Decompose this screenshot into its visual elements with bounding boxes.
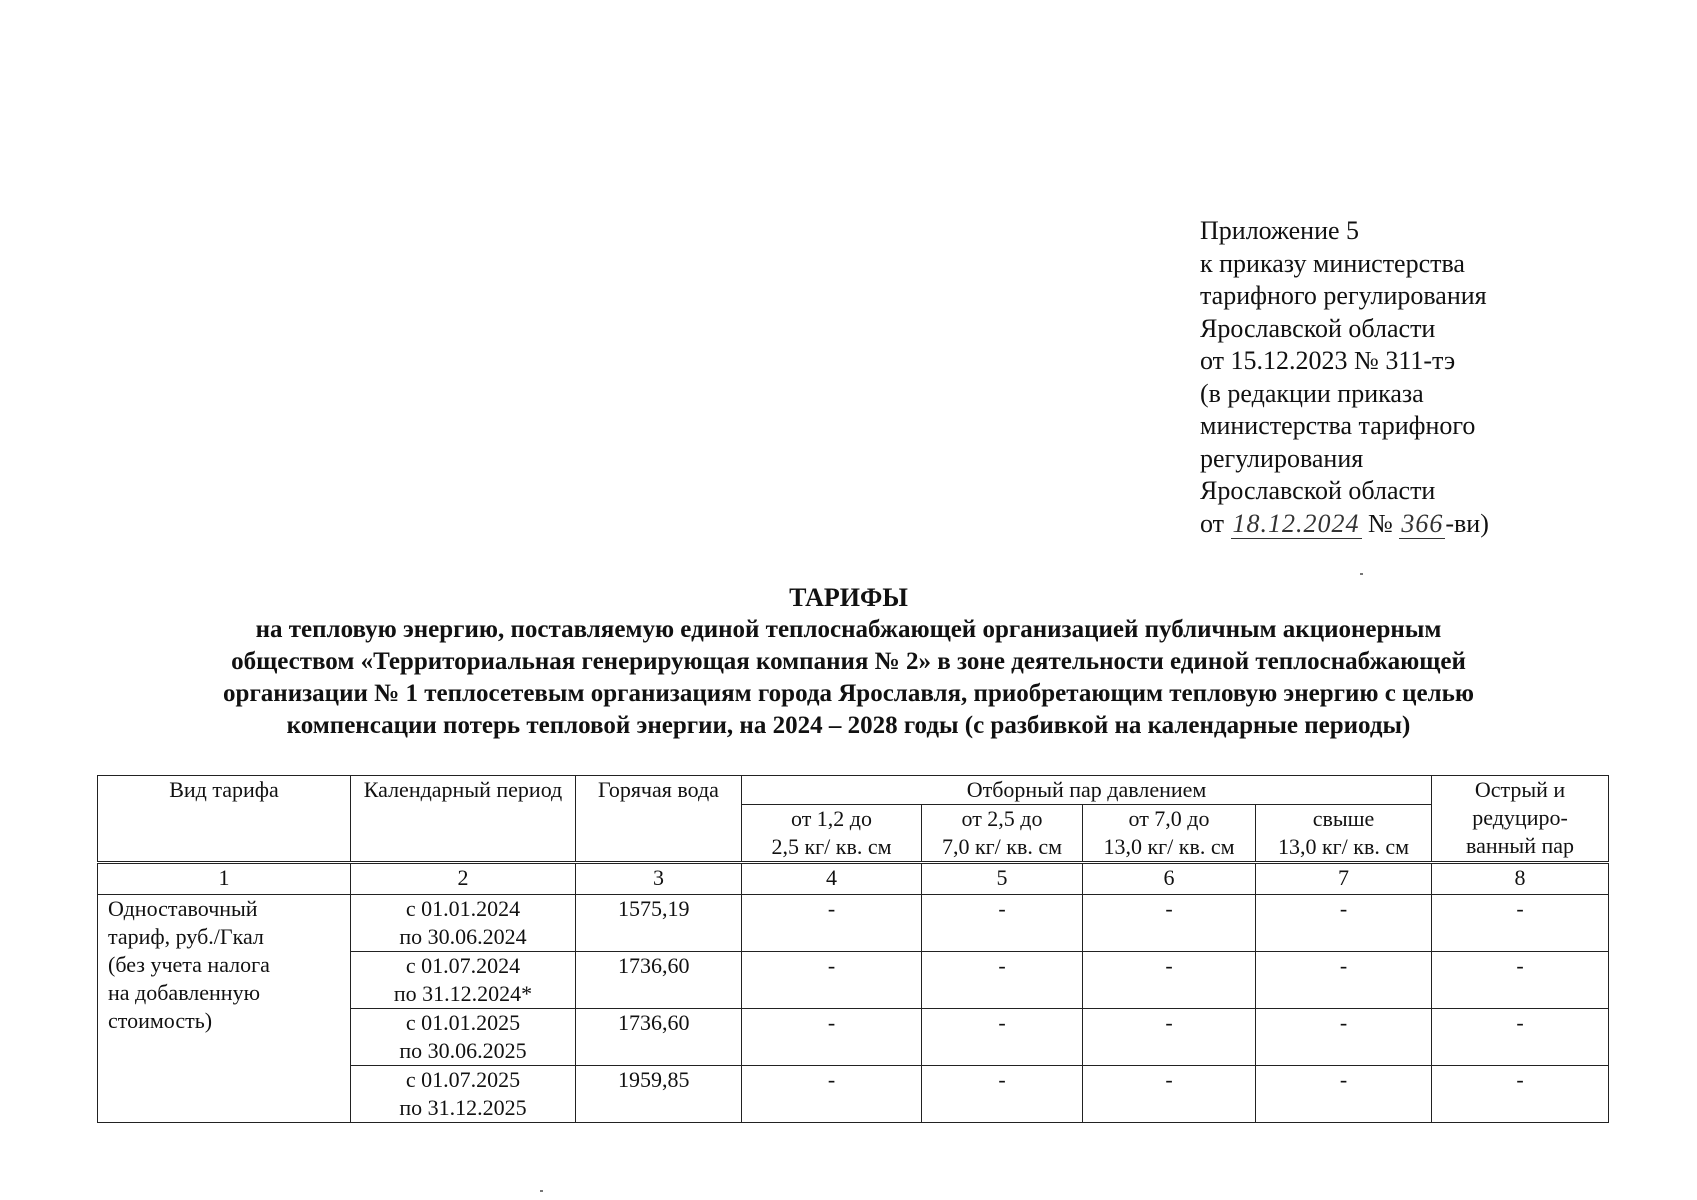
column-number-row <box>98 863 1609 895</box>
header-text: 7,0 кг/ кв. см <box>941 834 1063 859</box>
title-line: организации № 1 теплосетевым организациям города Ярославля, приобретающим тепловую энергию с целью <box>223 680 1474 707</box>
header-text: 2,5 кг/ кв. см <box>771 834 892 859</box>
steam-value: - <box>1256 1009 1432 1066</box>
header-hot-water: Горячая вода <box>576 776 742 863</box>
scan-speck <box>540 1190 543 1192</box>
steam-value: - <box>922 1009 1083 1066</box>
tariff-table <box>97 775 1609 1123</box>
tariff-label-line: стоимость) <box>108 1008 213 1033</box>
steam-value: - <box>1256 1066 1432 1123</box>
header-steam-2 <box>922 805 1083 863</box>
column-number: 6 <box>1083 863 1256 895</box>
appendix-line: Ярославской области <box>1200 476 1436 505</box>
tariff-type-cell <box>98 895 351 1123</box>
header-sharp-steam <box>1432 776 1609 863</box>
steam-value: - <box>1256 952 1432 1009</box>
steam-value: - <box>1256 895 1432 952</box>
amendment-date-line <box>1200 508 1489 541</box>
period-cell <box>351 1009 576 1066</box>
header-text: от 1,2 до <box>790 806 873 831</box>
steam-value: - <box>922 952 1083 1009</box>
header-text: 13,0 кг/ кв. см <box>1277 834 1410 859</box>
appendix-line: Ярославской области <box>1200 313 1436 343</box>
period-cell <box>351 1066 576 1123</box>
number-sign: № <box>1368 508 1393 538</box>
steam-value: - <box>1083 895 1256 952</box>
period-cell <box>351 952 576 1009</box>
header-text: от 2,5 до <box>961 806 1043 831</box>
header-steam-4 <box>1256 805 1432 863</box>
header-text: ванный пар <box>1466 833 1575 858</box>
period-cell <box>351 895 576 952</box>
header-steam-group: Отборный пар давлением <box>742 776 1432 805</box>
header-steam-3 <box>1083 805 1256 863</box>
table-row <box>98 895 1609 952</box>
amendment-suffix: -ви) <box>1445 508 1489 538</box>
period-end: по 30.06.2025 <box>399 1038 527 1063</box>
sharp-steam-value: - <box>1432 952 1609 1009</box>
steam-value: - <box>1083 1066 1256 1123</box>
steam-value: - <box>742 1066 922 1123</box>
tariff-label-line: на добавленную <box>108 980 261 1005</box>
period-start: с 01.07.2024 <box>405 953 521 978</box>
title-line: на тепловую энергию, поставляемую единой теплоснабжающей организацией публичным акционерным <box>255 616 1442 643</box>
tariff-label-line: тариф, руб./Гкал <box>108 924 264 949</box>
column-number: 3 <box>576 863 742 895</box>
appendix-line: Приложение 5 <box>1200 216 1360 245</box>
period-start: с 01.07.2025 <box>405 1067 521 1092</box>
column-number: 5 <box>922 863 1083 895</box>
period-start: с 01.01.2024 <box>405 896 521 921</box>
hot-water-value: 1736,60 <box>576 952 742 1009</box>
tariff-label-line: Одноставочный <box>108 896 258 921</box>
appendix-line: (в редакции приказа <box>1200 378 1424 408</box>
header-steam-1 <box>742 805 922 863</box>
steam-value: - <box>922 1066 1083 1123</box>
column-number: 2 <box>351 863 576 895</box>
sharp-steam-value: - <box>1432 895 1609 952</box>
steam-value: - <box>742 895 922 952</box>
period-end: по 31.12.2024* <box>393 981 533 1006</box>
title-line: компенсации потерь тепловой энергии, на 2024 – 2028 годы (с разбивкой на календарные периоды) <box>286 712 1411 739</box>
title-line: обществом «Территориальная генерирующая компания № 2» в зоне деятельности единой теплоснабжающей <box>231 648 1466 675</box>
header-period: Календарный период <box>351 776 576 863</box>
column-number: 7 <box>1256 863 1432 895</box>
title-heading: ТАРИФЫ <box>789 583 908 612</box>
appendix-line: к приказу министерства <box>1200 248 1465 278</box>
header-text: от 7,0 до <box>1128 806 1210 831</box>
header-text: редуциро- <box>1472 805 1568 830</box>
header-text: 13,0 кг/ кв. см <box>1103 834 1235 859</box>
handwritten-date: 18.12.2024 <box>1232 508 1360 538</box>
steam-value: - <box>1083 1009 1256 1066</box>
steam-value: - <box>1083 952 1256 1009</box>
document-title <box>0 582 1697 742</box>
tariff-label-line: (без учета налога <box>108 952 270 977</box>
hot-water-value: 1959,85 <box>576 1066 742 1123</box>
scan-speck <box>1360 573 1363 575</box>
column-number: 4 <box>742 863 922 895</box>
appendix-reference <box>1200 215 1489 540</box>
steam-value: - <box>742 952 922 1009</box>
hot-water-value: 1736,60 <box>576 1009 742 1066</box>
hot-water-value: 1575,19 <box>576 895 742 952</box>
header-text: Острый и <box>1474 777 1566 802</box>
steam-value: - <box>922 895 1083 952</box>
appendix-line: тарифного регулирования <box>1200 281 1487 310</box>
header-tariff-type: Вид тарифа <box>98 776 351 863</box>
period-end: по 31.12.2025 <box>399 1095 527 1120</box>
header-text: свыше <box>1312 806 1375 831</box>
appendix-line: от 15.12.2023 № 311-тэ <box>1200 346 1456 375</box>
steam-value: - <box>742 1009 922 1066</box>
handwritten-number: 366 <box>1401 508 1444 538</box>
column-number: 1 <box>98 863 351 895</box>
sharp-steam-value: - <box>1432 1066 1609 1123</box>
column-number: 8 <box>1432 863 1609 895</box>
header-row <box>98 776 1609 805</box>
amendment-prefix: от <box>1200 508 1225 538</box>
sharp-steam-value: - <box>1432 1009 1609 1066</box>
period-start: с 01.01.2025 <box>405 1010 521 1035</box>
appendix-line: министерства тарифного <box>1200 411 1476 440</box>
period-end: по 30.06.2024 <box>399 924 527 949</box>
appendix-line: регулирования <box>1200 443 1364 473</box>
